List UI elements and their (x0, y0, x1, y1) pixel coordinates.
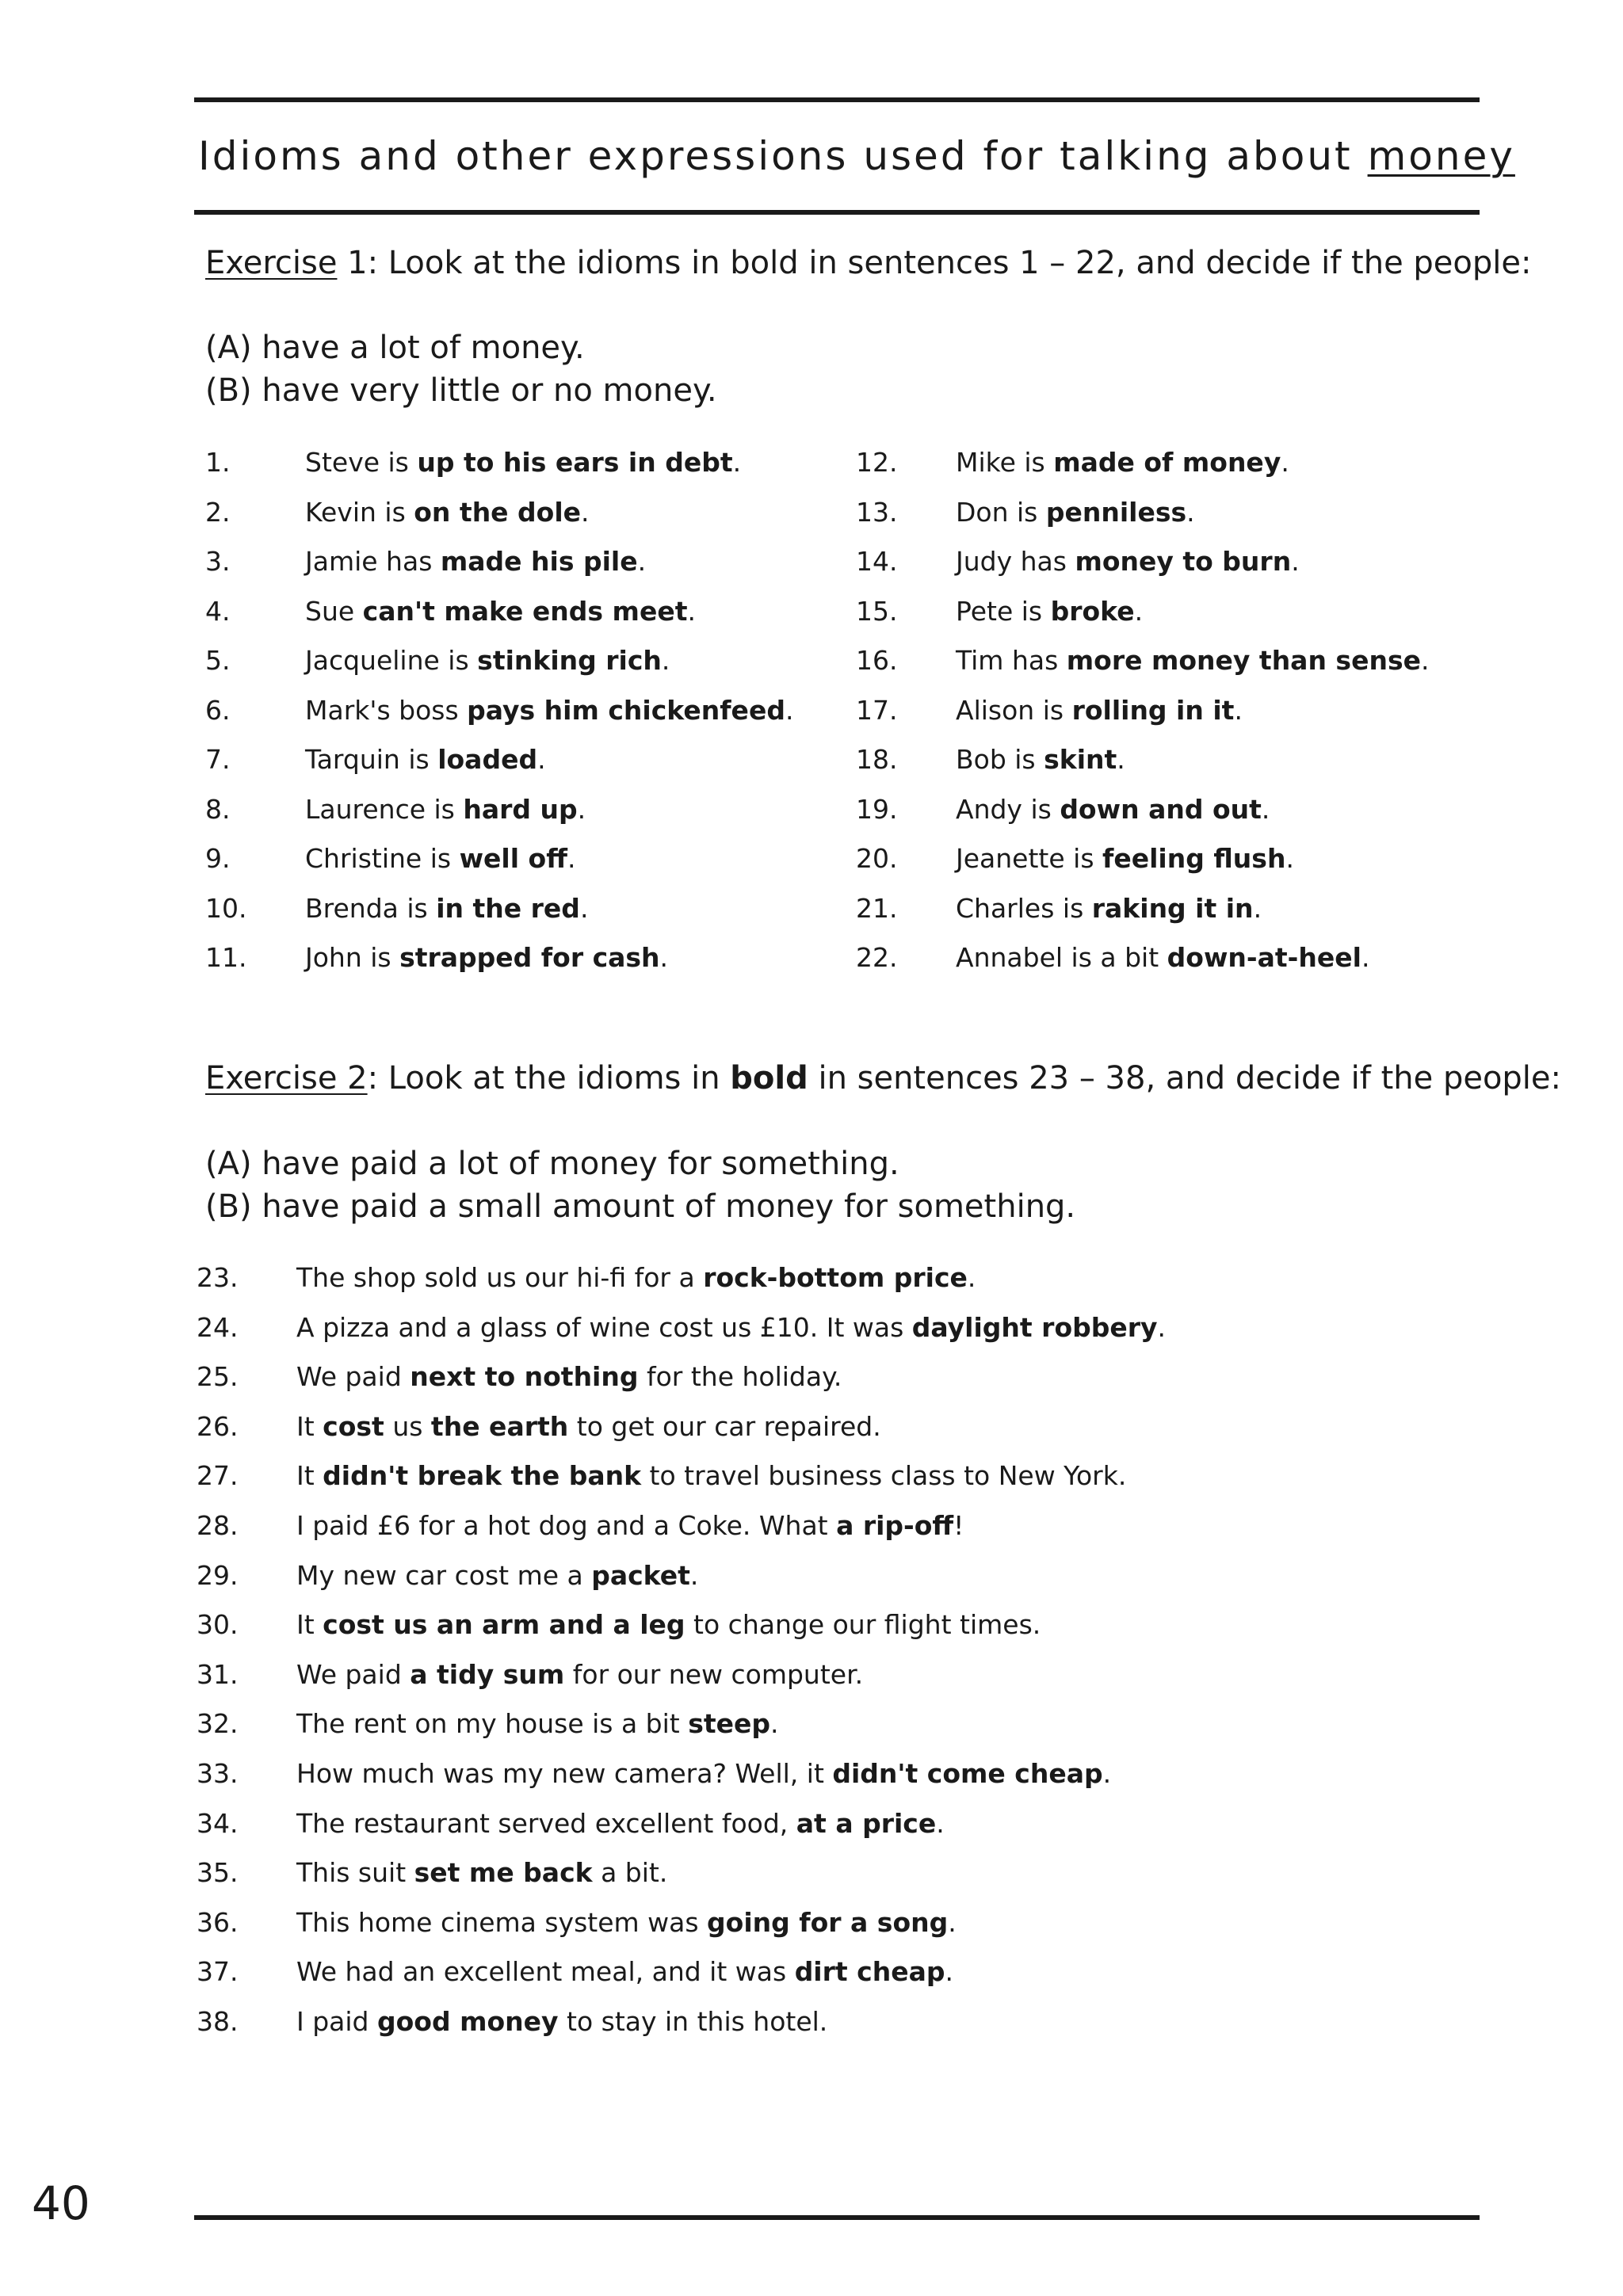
item-sentence (305, 694, 794, 726)
idiom-bold: up to his ears in debt (417, 447, 733, 478)
item-sentence (296, 1460, 1127, 1492)
sentence-text: Mark's boss (305, 694, 468, 726)
item-sentence (305, 892, 589, 924)
item-sentence (296, 1512, 964, 1539)
idiom-bold: stinking rich (477, 645, 662, 676)
sentence-text: . (687, 595, 696, 627)
item-sentence (956, 595, 1144, 627)
idiom-bold: steep (688, 1708, 771, 1740)
sentence-text: . (1253, 892, 1262, 924)
item-number: 23. (197, 1262, 239, 1293)
item-number: 38. (197, 2006, 239, 2037)
sentence-text: It (296, 1460, 323, 1492)
item-number: 26. (197, 1410, 239, 1442)
idiom-bold: hard up (463, 793, 578, 825)
item-number: 17. (856, 694, 898, 726)
sentence-text: . (967, 1262, 976, 1293)
sentence-text: Kevin is (305, 496, 414, 528)
idiom-bold: cost us an arm and a leg (323, 1609, 685, 1641)
sentence-text: . (1186, 496, 1195, 528)
item-sentence (305, 595, 696, 627)
item-sentence (296, 1410, 881, 1442)
idiom-bold: money to burn (1075, 546, 1292, 577)
idiom-bold: cost (323, 1410, 384, 1442)
sentence-text: . (567, 843, 576, 874)
sentence-text: . (637, 546, 647, 577)
idiom-bold: strapped for cash (399, 942, 660, 973)
sentence-text: My new car cost me a (296, 1559, 592, 1591)
exercise2-option-a: (A) have paid a lot of money for something. (205, 1146, 899, 1182)
item-number: 7. (205, 744, 231, 775)
sentence-text: Jamie has (305, 546, 441, 577)
sentence-text: . (577, 793, 586, 825)
item-sentence (296, 1807, 945, 1839)
exercise1-label: Exercise (205, 245, 338, 281)
sentence-text: . (1291, 546, 1300, 577)
exercise2-instruction-text-b: in sentences 23 – 38, and decide if the people: (808, 1060, 1562, 1097)
idiom-bold: more money than sense (1066, 645, 1421, 676)
sentence-text: . (1261, 793, 1270, 825)
item-number: 13. (856, 496, 898, 528)
item-number: 35. (197, 1857, 239, 1889)
title-text: Idioms and other expressions used for talking about (198, 133, 1353, 179)
sentence-text: for our new computer. (564, 1658, 864, 1690)
item-sentence (296, 1956, 953, 1988)
sentence-text: to travel business class to New York. (641, 1460, 1127, 1492)
item-number: 14. (856, 546, 898, 577)
sentence-text: . (1420, 645, 1430, 676)
sentence-text: . (732, 447, 742, 478)
idiom-bold: packet (591, 1559, 690, 1591)
title-underlined-word: money (1367, 133, 1515, 179)
item-sentence (296, 1311, 1167, 1343)
sentence-text: Jeanette is (956, 843, 1102, 874)
sentence-text: Annabel is a bit (956, 942, 1167, 973)
bottom-rule (194, 2215, 1480, 2220)
exercise1-option-b: (B) have very little or no money. (205, 372, 717, 409)
sentence-text: . (936, 1807, 945, 1839)
item-number: 8. (205, 793, 231, 825)
item-sentence (296, 1559, 699, 1591)
item-number: 6. (205, 694, 231, 726)
sentence-text: The restaurant served excellent food, (296, 1807, 796, 1839)
sentence-text: . (1361, 942, 1370, 973)
idiom-bold: at a price (796, 1807, 937, 1839)
item-number: 2. (205, 496, 231, 528)
item-number: 1. (205, 447, 231, 478)
idiom-bold: skint (1044, 744, 1117, 775)
idiom-bold: a tidy sum (410, 1658, 565, 1690)
item-number: 33. (197, 1758, 239, 1789)
item-number: 32. (197, 1708, 239, 1740)
item-number: 31. (197, 1658, 239, 1690)
exercise2-instruction-text-a: : Look at the idioms in (367, 1060, 731, 1097)
item-number: 15. (856, 595, 898, 627)
item-sentence (956, 793, 1270, 825)
sentence-text: Tarquin is (305, 744, 438, 775)
idiom-bold: raking it in (1091, 892, 1254, 924)
idiom-bold: feeling flush (1102, 843, 1286, 874)
item-number: 27. (197, 1460, 239, 1492)
sentence-text: . (945, 1956, 953, 1988)
item-number: 36. (197, 1906, 239, 1938)
item-number: 11. (205, 942, 247, 973)
item-sentence (305, 744, 546, 775)
idiom-bold: down-at-heel (1167, 942, 1361, 973)
item-number: 30. (197, 1609, 239, 1641)
idiom-bold: a rip-off (836, 1510, 954, 1541)
sentence-text: Charles is (956, 892, 1092, 924)
item-sentence (956, 447, 1289, 478)
item-sentence (956, 645, 1430, 676)
sentence-text: It (296, 1609, 323, 1641)
sentence-text: . (659, 942, 669, 973)
sentence-text: to change our flight times. (685, 1609, 1041, 1641)
sentence-text: Mike is (956, 447, 1054, 478)
item-number: 9. (205, 843, 231, 874)
item-number: 37. (197, 1956, 239, 1988)
item-sentence (956, 744, 1125, 775)
sentence-text: The shop sold us our hi-fi for a (296, 1262, 704, 1293)
sentence-text: . (1285, 843, 1294, 874)
item-number: 20. (856, 843, 898, 874)
item-number: 18. (856, 744, 898, 775)
idiom-bold: didn't come cheap (832, 1758, 1103, 1789)
sentence-text: Don is (956, 496, 1046, 528)
item-number: 16. (856, 645, 898, 676)
idiom-bold: set me back (414, 1857, 593, 1889)
sentence-text: Christine is (305, 843, 460, 874)
item-sentence (296, 1760, 1111, 1787)
idiom-bold: the earth (430, 1410, 569, 1442)
sentence-text: I paid (296, 2006, 377, 2037)
item-number: 25. (197, 1361, 239, 1393)
top-rule (194, 97, 1480, 102)
idiom-bold: made of money (1053, 447, 1281, 478)
idiom-bold: daylight robbery (911, 1311, 1158, 1343)
item-sentence (956, 843, 1294, 874)
exercise2-label: Exercise 2 (205, 1060, 368, 1097)
exercise2-instruction (205, 1060, 1562, 1097)
sentence-text: . (1134, 595, 1144, 627)
sentence-text: Judy has (956, 546, 1075, 577)
sentence-text: . (689, 1559, 699, 1591)
item-number: 21. (856, 892, 898, 924)
item-number: 19. (856, 793, 898, 825)
idiom-bold: down and out (1060, 793, 1262, 825)
sentence-text: Pete is (956, 595, 1051, 627)
sentence-text: a bit. (592, 1857, 668, 1889)
sentence-text: . (1157, 1311, 1167, 1343)
item-sentence (296, 1708, 779, 1740)
idiom-bold: made his pile (440, 546, 638, 577)
idiom-bold: in the red (436, 892, 580, 924)
idiom-bold: rock-bottom price (703, 1262, 968, 1293)
idiom-bold: on the dole (414, 496, 582, 528)
sentence-text: . (770, 1708, 779, 1740)
idiom-bold: pays him chickenfeed (467, 694, 785, 726)
item-number: 29. (197, 1559, 239, 1591)
idiom-bold: going for a song (707, 1906, 949, 1938)
idiom-bold: broke (1050, 595, 1135, 627)
exercise2-option-b: (B) have paid a small amount of money for something. (205, 1188, 1076, 1225)
sentence-text: . (785, 694, 794, 726)
idiom-bold: loaded (437, 744, 538, 775)
idiom-bold: well off (459, 843, 567, 874)
item-number: 3. (205, 546, 231, 577)
sentence-text: We paid (296, 1658, 411, 1690)
sentence-text: for the holiday. (638, 1361, 842, 1393)
sentence-text: Steve is (305, 447, 418, 478)
item-sentence (296, 2008, 827, 2035)
item-sentence (305, 645, 670, 676)
sentence-text: . (661, 645, 670, 676)
item-sentence (296, 1361, 842, 1393)
sentence-text: We had an excellent meal, and it was (296, 1956, 795, 1988)
sentence-text: . (1234, 694, 1243, 726)
exercise2-instruction-bold: bold (730, 1060, 808, 1097)
idiom-bold: didn't break the bank (323, 1460, 642, 1492)
item-number: 5. (205, 645, 231, 676)
item-sentence (296, 1906, 957, 1938)
page-number: 40 (32, 2176, 90, 2230)
item-sentence (305, 546, 647, 577)
sentence-text: . (1281, 447, 1289, 478)
item-number: 34. (197, 1807, 239, 1839)
item-sentence (296, 1264, 976, 1291)
sentence-text: Jacqueline is (305, 645, 478, 676)
idiom-bold: dirt cheap (794, 1956, 945, 1988)
item-sentence (956, 944, 1369, 971)
sentence-text: to stay in this hotel. (558, 2006, 828, 2037)
item-sentence (956, 546, 1300, 577)
sentence-text: It (296, 1410, 323, 1442)
sentence-text: We paid (296, 1361, 411, 1393)
sentence-text: This suit (296, 1857, 414, 1889)
sentence-text: This home cinema system was (296, 1906, 708, 1938)
sentence-text: Sue (305, 595, 363, 627)
item-sentence (296, 1857, 668, 1889)
title-rule (194, 210, 1480, 215)
sentence-text: . (948, 1906, 957, 1938)
sentence-text: Brenda is (305, 892, 437, 924)
sentence-text: Bob is (956, 744, 1044, 775)
sentence-text: to get our car repaired. (568, 1410, 881, 1442)
item-sentence (296, 1609, 1041, 1641)
sentence-text: . (537, 744, 546, 775)
item-sentence (305, 843, 576, 874)
idiom-bold: can't make ends meet (362, 595, 688, 627)
item-sentence (296, 1658, 864, 1690)
sentence-text: Andy is (956, 793, 1060, 825)
item-number: 10. (205, 892, 247, 924)
sentence-text: Tim has (956, 645, 1067, 676)
item-sentence (305, 496, 590, 528)
item-number: 12. (856, 447, 898, 478)
exercise1-instruction-text: 1: Look at the idioms in bold in sentences 1 – 22, and decide if the people: (337, 245, 1532, 281)
sentence-text: A pizza and a glass of wine cost us £10. It was (296, 1311, 912, 1343)
sentence-text: John is (305, 942, 400, 973)
item-number: 28. (197, 1510, 239, 1541)
page-title (198, 133, 1515, 179)
item-number: 4. (205, 595, 231, 627)
idiom-bold: penniless (1045, 496, 1187, 528)
sentence-text: The rent on my house is a bit (296, 1708, 689, 1740)
sentence-text: . (579, 892, 589, 924)
item-sentence (956, 694, 1243, 726)
item-sentence (956, 892, 1262, 924)
sentence-text: . (581, 496, 590, 528)
item-sentence (305, 944, 668, 971)
sentence-text: How much was my new camera? Well, it (296, 1758, 833, 1789)
sentence-text: ! (953, 1510, 964, 1541)
item-sentence (305, 793, 586, 825)
sentence-text: us (384, 1410, 431, 1442)
item-number: 22. (856, 942, 898, 973)
idiom-bold: next to nothing (410, 1361, 639, 1393)
item-number: 24. (197, 1311, 239, 1343)
idiom-bold: rolling in it (1071, 694, 1235, 726)
idiom-bold: good money (377, 2006, 559, 2037)
sentence-text: . (1117, 744, 1125, 775)
item-sentence (956, 496, 1195, 528)
sentence-text: I paid £6 for a hot dog and a Coke. What (296, 1510, 837, 1541)
exercise1-option-a: (A) have a lot of money. (205, 330, 585, 366)
sentence-text: Alison is (956, 694, 1072, 726)
sentence-text: Laurence is (305, 793, 464, 825)
sentence-text: . (1102, 1758, 1112, 1789)
exercise1-instruction (205, 247, 1531, 279)
item-sentence (305, 447, 742, 478)
